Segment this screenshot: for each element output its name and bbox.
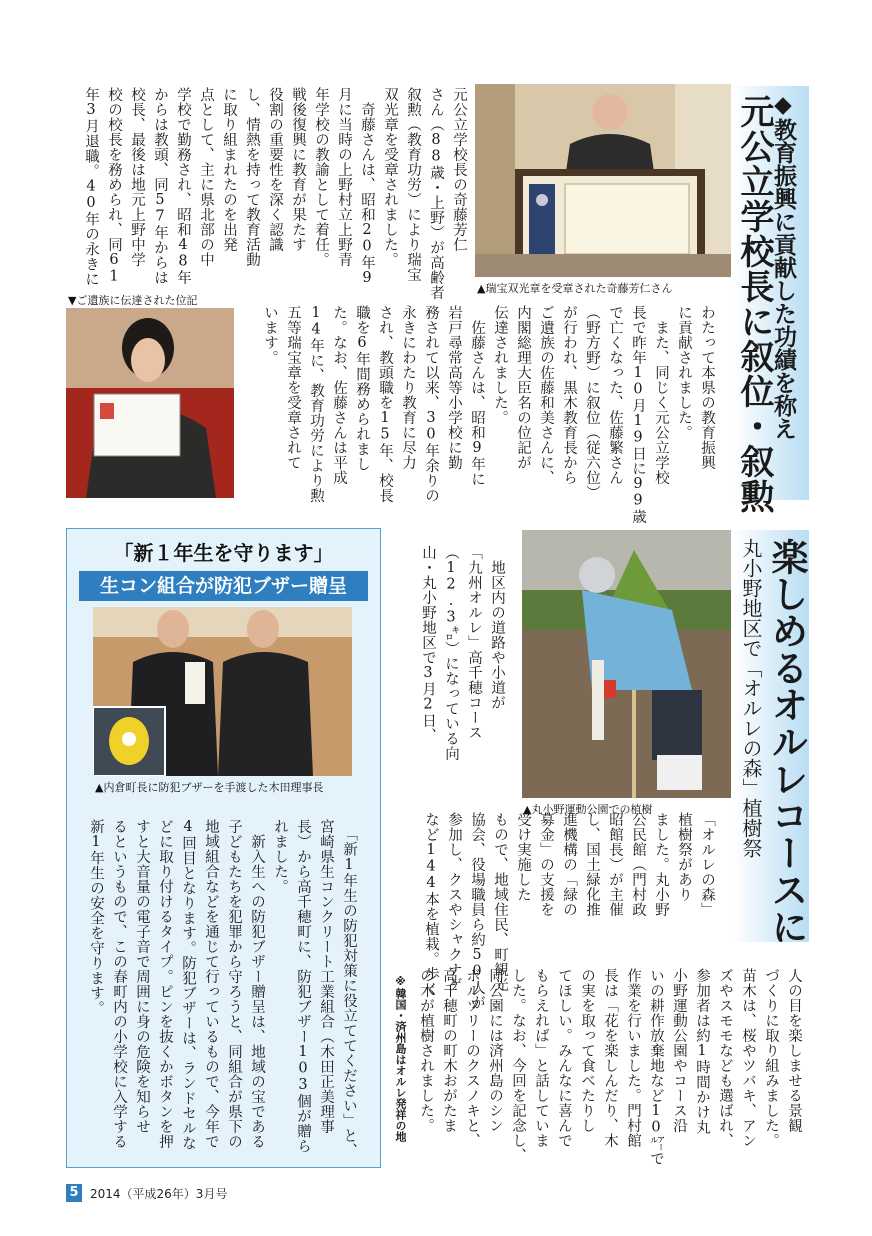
text-line: 地域組合などを通じて行っているもので、今年で xyxy=(203,819,219,1149)
text-line: ズやスモモなども選ばれ、 xyxy=(717,968,733,1148)
text-line: 同公園には済州島のシン xyxy=(487,968,503,1133)
text-line: 佐藤さんは、昭和9年に xyxy=(469,305,485,487)
text-line: 14年に、教育功労により勲 xyxy=(308,305,324,503)
article2-body-b xyxy=(419,812,718,1010)
article2-body-c xyxy=(414,968,805,1173)
text-line: どに取り付けるタイプ。ピンを抜くかボタンを押 xyxy=(157,819,173,1149)
text-line: わたって本県の教育振興 xyxy=(699,305,715,470)
planting-photo-caption: ▲丸小野運動公園での植樹 xyxy=(523,803,653,816)
box-banner: 生コン組合が防犯ブザー贈呈 xyxy=(79,571,368,601)
text-line: し、国土緑化推 xyxy=(584,812,600,917)
text-line: 小野運動公園やコース沿 xyxy=(671,968,687,1133)
certificate-photo-caption: ▼ご遺族に伝達された位記 xyxy=(68,294,198,307)
certificate-photo-illustration xyxy=(66,308,234,498)
page-number: 5 xyxy=(66,1184,82,1202)
text-line: 奇藤さんは、昭和20年9 xyxy=(359,87,375,287)
text-line: いの耕作放棄地など10㌃で xyxy=(648,968,664,1166)
text-line: ご遺族の佐藤和美さんに、 xyxy=(538,305,554,485)
text-line: 点として、主に県北部の中 xyxy=(198,87,214,267)
text-line: の実を取って食べたりし xyxy=(579,968,595,1133)
text-line: 参加し、クスやシャクナゲ xyxy=(446,812,462,992)
text-line: 校の校長を務められ、同61 xyxy=(106,87,122,285)
text-line: 伝達されました。 xyxy=(492,305,508,425)
text-line: 岩戸尋常高等小学校に勤 xyxy=(446,305,462,470)
text-line: 年学校の教諭として着任。 xyxy=(313,87,329,267)
text-line: に取り組まれたのを出発 xyxy=(221,87,237,252)
text-line: れました。 xyxy=(272,819,288,894)
text-line: した。なお、今回を記念し、 xyxy=(510,968,526,1163)
text-line: 地区内の道路や小道が xyxy=(489,545,505,710)
article1-body-bottom xyxy=(258,305,718,524)
award-photo xyxy=(475,84,731,277)
text-line: 昭館長）が主催 xyxy=(607,812,623,917)
text-line: また、同じく元公立学校 xyxy=(653,305,669,485)
text-line: 苗木は、桜やツバキ、アン xyxy=(740,968,756,1148)
article1-body-top xyxy=(79,87,470,300)
text-line: づくりに取り組みました。 xyxy=(763,968,779,1148)
buzzer-photo xyxy=(93,607,352,776)
text-line: 内閣総理大臣名の位記が xyxy=(515,305,531,470)
text-line: 「オルレの森」 xyxy=(699,812,715,917)
text-line: 双光章を受章されました。 xyxy=(382,87,398,267)
text-line: てほしい。みんなに喜んで xyxy=(556,968,572,1148)
text-line: 参加者は約1時間かけ丸 xyxy=(694,968,710,1135)
text-line: の木が植樹されました。 xyxy=(418,968,434,1133)
text-line: 校長、最後は地元上野中学 xyxy=(129,87,145,267)
article2-headline: 楽しめるオルレコースに xyxy=(765,538,808,945)
text-line: た。なお、佐藤さんは平成 xyxy=(331,305,347,485)
article2-subhead: 丸小野地区で「オルレの森」植樹祭 xyxy=(739,538,763,858)
text-line: もらえれば」と話していま xyxy=(533,968,549,1148)
text-line: 山・丸小野地区で3月2日、 xyxy=(420,545,436,743)
buzzer-photo-caption: ▲内倉町長に防犯ブザーを手渡した木田理事長 xyxy=(95,781,324,794)
text-line: 職を6年間務められまし xyxy=(354,305,370,472)
text-line: 学校で勤務され、昭和48年 xyxy=(175,87,191,285)
text-line: 作業を行いました。門村館 xyxy=(625,968,641,1148)
text-line: 4回目となります。防犯ブザーは、ランドセルな xyxy=(180,819,196,1151)
text-line: 植樹祭があり xyxy=(676,812,692,902)
award-photo-caption: ▲瑞宝双光章を受章された奇藤芳仁さん xyxy=(477,282,673,295)
text-line: います。 xyxy=(262,305,278,365)
text-line: 長は「花を楽しんだり、木 xyxy=(602,968,618,1148)
text-line: 長）から高千穂町に、防犯ブザー103個が贈ら xyxy=(295,819,311,1154)
buzzer-photo-illustration xyxy=(93,607,352,776)
article2-body-a xyxy=(416,545,508,761)
text-line: さん（88歳・上野）が高齢者 xyxy=(428,87,444,300)
text-line: からは教頭、同57年からは xyxy=(152,87,168,285)
text-line: 「新1年生の防犯対策に役立ててください」と、 xyxy=(341,819,357,1159)
text-line: ボルツリーのクスノキと、 xyxy=(464,968,480,1148)
text-line: 長で昨年10月19日に99歳 xyxy=(630,305,646,524)
article1-kicker: ◆教育振興に貢献した功績を称え xyxy=(770,92,796,440)
text-line: 人の目を楽しませる景観 xyxy=(786,968,802,1133)
text-line: 受け実施した xyxy=(515,812,531,902)
text-line: るというもので、この春町内の小学校に入学する xyxy=(111,819,127,1149)
text-line: ました。丸小野 xyxy=(653,812,669,917)
text-line: 役割の重要性を深く認識 xyxy=(267,87,283,252)
text-line: 務されて以来、30年余りの xyxy=(423,305,439,503)
text-line: すと大音量の電子音で周囲に身の危険を知らせ xyxy=(134,819,150,1134)
text-line: 叙勲（教育功労）により瑞宝 xyxy=(405,87,421,282)
text-line: 元公立学校長の奇藤芳仁 xyxy=(451,87,467,252)
text-line: 公民館（門村政 xyxy=(630,812,646,917)
text-line: 永きにわたり教育に尽力 xyxy=(400,305,416,470)
text-line: 年3月退職。40年の永きに xyxy=(83,87,99,287)
text-line: 宮崎県生コンクリート工業組合（木田正美理事 xyxy=(318,819,334,1134)
text-line: 新1年生の安全を守ります。 xyxy=(88,819,104,1016)
text-line: 月に当時の上野村立上野青 xyxy=(336,87,352,267)
text-line: 新入生への防犯ブザー贈呈は、地域の宝である xyxy=(249,819,265,1149)
text-line: され、教頭職を15年、校長 xyxy=(377,305,393,503)
text-line: 協会、役場職員ら約50人が xyxy=(469,812,485,1010)
certificate-photo xyxy=(66,308,234,498)
planting-photo xyxy=(522,530,731,798)
box-body xyxy=(84,819,360,1159)
text-line: など144本を植栽。歩く xyxy=(423,812,439,997)
text-line: に貢献されました。 xyxy=(676,305,692,440)
text-line: が行われ、黒木教育長から xyxy=(561,305,577,485)
text-line: （野方野）に叙位（従六位） xyxy=(584,305,600,500)
text-line: （12.3㌔）になっている向 xyxy=(443,545,459,761)
text-line: もので、地域住民、町観光 xyxy=(492,812,508,992)
award-photo-illustration xyxy=(475,84,731,277)
text-line: 進機構の「緑の xyxy=(561,812,577,917)
article1-headline: 元公立学校長に叙位・叙勲 xyxy=(734,94,774,514)
text-line: 子どもたちを犯罪から守ろうと、同組合が県下の xyxy=(226,819,242,1149)
text-line: 募金」の支援を xyxy=(538,812,554,917)
news-box xyxy=(66,528,381,1168)
text-line: で亡くなった、佐藤繁さん xyxy=(607,305,623,485)
box-title: 「新１年生を守ります」 xyxy=(113,541,334,565)
text-line: 「九州オルレ」高千穂コース xyxy=(466,545,482,740)
text-line: 五等瑞宝章を受章されて xyxy=(285,305,301,470)
text-line: し、情熱を持って教育活動 xyxy=(244,87,260,267)
text-line: 高千穂町の町木おがたま xyxy=(441,968,457,1133)
issue-label: 2014（平成26年）3月号 xyxy=(90,1187,228,1201)
text-line: 戦後復興に教育が果たす xyxy=(290,87,306,252)
planting-photo-illustration xyxy=(522,530,731,798)
article2-note: ※韓国・済州島はオルレ発祥の地 xyxy=(394,975,407,1142)
